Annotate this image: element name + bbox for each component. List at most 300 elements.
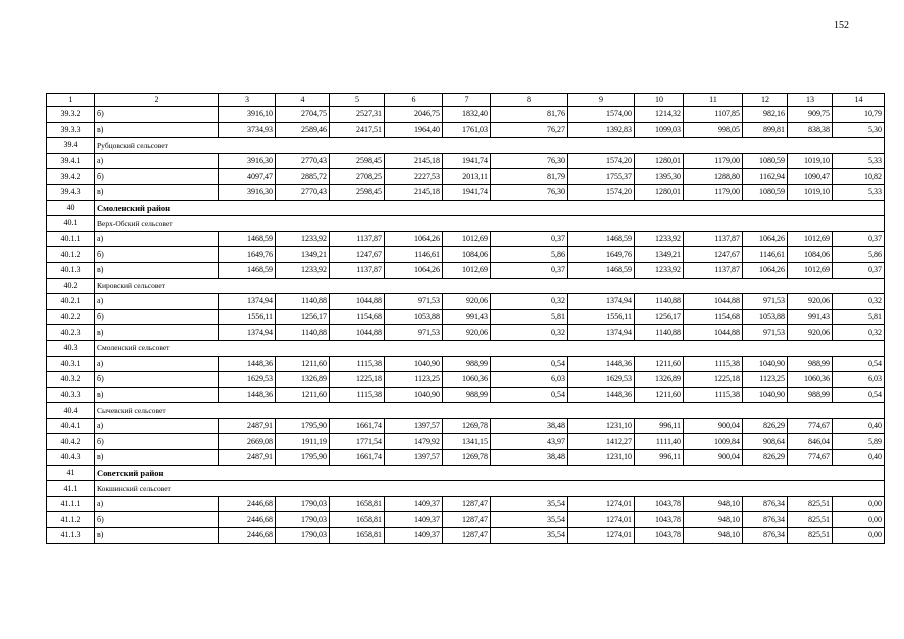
- table-cell: 1574,00: [568, 107, 635, 123]
- table-cell: 1629,53: [568, 372, 635, 388]
- table-cell: 988,99: [788, 356, 833, 372]
- table-cell: 1274,01: [568, 512, 635, 528]
- table-cell: 81,79: [491, 169, 568, 185]
- table-cell: 1211,60: [635, 387, 684, 403]
- table-cell: 0,54: [491, 387, 568, 403]
- table-cell: 1280,01: [635, 184, 684, 200]
- row-code: 40.2.3: [47, 325, 95, 341]
- table-cell: 1941,74: [443, 184, 491, 200]
- table-cell: 4097,47: [219, 169, 276, 185]
- table-cell: 971,53: [743, 325, 788, 341]
- table-row: [47, 372, 885, 388]
- table-cell: 1658,81: [330, 496, 385, 512]
- table-cell: 35,54: [491, 512, 568, 528]
- table-cell: 1288,80: [684, 169, 743, 185]
- table-cell: 1790,03: [276, 528, 330, 544]
- table-cell: 900,04: [684, 450, 743, 466]
- table-cell: 38,48: [491, 418, 568, 434]
- table-cell: 1043,78: [635, 512, 684, 528]
- table-cell: 1287,47: [443, 496, 491, 512]
- table-cell: 1326,89: [276, 372, 330, 388]
- table-cell: 1755,37: [568, 169, 635, 185]
- table-cell: 1448,36: [219, 387, 276, 403]
- table-row: [47, 122, 885, 138]
- row-code: 39.4.3: [47, 184, 95, 200]
- table-cell: 920,06: [443, 294, 491, 310]
- table-cell: 0,37: [491, 262, 568, 278]
- table-cell: 988,99: [443, 387, 491, 403]
- table-cell: 876,34: [743, 512, 788, 528]
- table-cell: 6,03: [833, 372, 885, 388]
- table-cell: 920,06: [788, 294, 833, 310]
- row-code: 40: [47, 200, 95, 216]
- column-header: 11: [684, 94, 743, 107]
- table-cell: 0,00: [833, 496, 885, 512]
- section-row: [47, 200, 885, 216]
- table-cell: 1053,88: [743, 309, 788, 325]
- table-cell: 908,64: [743, 434, 788, 450]
- row-letter: б): [95, 372, 219, 388]
- row-letter: б): [95, 169, 219, 185]
- table-cell: 1658,81: [330, 528, 385, 544]
- table-cell: 2227,53: [385, 169, 443, 185]
- row-code: 41: [47, 465, 95, 481]
- row-letter: в): [95, 325, 219, 341]
- table-cell: 1084,06: [788, 247, 833, 263]
- table-cell: 1795,90: [276, 450, 330, 466]
- table-cell: 1479,92: [385, 434, 443, 450]
- table-cell: 1012,69: [788, 262, 833, 278]
- table-cell: 1448,36: [568, 387, 635, 403]
- table-cell: 1154,68: [330, 309, 385, 325]
- table-cell: 991,43: [788, 309, 833, 325]
- subsection-row: [47, 340, 885, 356]
- table-cell: 10,79: [833, 107, 885, 123]
- page-number: 152: [834, 20, 849, 31]
- row-code: 41.1.3: [47, 528, 95, 544]
- table-cell: 1661,74: [330, 418, 385, 434]
- subsection-title: Кокшинский сельсовет: [95, 481, 885, 497]
- table-cell: 1574,20: [568, 184, 635, 200]
- table-cell: 1019,10: [788, 184, 833, 200]
- table-cell: 2669,08: [219, 434, 276, 450]
- table-cell: 2487,91: [219, 450, 276, 466]
- table-cell: 2598,45: [330, 153, 385, 169]
- table-cell: 76,27: [491, 122, 568, 138]
- table-cell: 825,51: [788, 496, 833, 512]
- table-row: [47, 107, 885, 123]
- table-cell: 1064,26: [385, 262, 443, 278]
- table-cell: 1233,92: [276, 231, 330, 247]
- table-cell: 2885,72: [276, 169, 330, 185]
- table-cell: 998,05: [684, 122, 743, 138]
- table-row: [47, 262, 885, 278]
- row-letter: б): [95, 512, 219, 528]
- table-cell: 1448,36: [219, 356, 276, 372]
- table-row: [47, 153, 885, 169]
- table-cell: 1115,38: [684, 387, 743, 403]
- table-cell: 1080,59: [743, 153, 788, 169]
- table-cell: 1044,88: [684, 325, 743, 341]
- table-cell: 1043,78: [635, 528, 684, 544]
- row-letter: а): [95, 294, 219, 310]
- table-cell: 5,81: [833, 309, 885, 325]
- table-cell: 2046,75: [385, 107, 443, 123]
- table-cell: 5,86: [833, 247, 885, 263]
- table-row: [47, 184, 885, 200]
- table-cell: 1084,06: [443, 247, 491, 263]
- table-cell: 1287,47: [443, 528, 491, 544]
- table-cell: 1468,59: [219, 231, 276, 247]
- table-cell: 988,99: [443, 356, 491, 372]
- table-cell: 1661,74: [330, 450, 385, 466]
- table-cell: 5,86: [491, 247, 568, 263]
- table-cell: 43,97: [491, 434, 568, 450]
- table-cell: 0,32: [491, 294, 568, 310]
- table-cell: 1274,01: [568, 528, 635, 544]
- table-cell: 1162,94: [743, 169, 788, 185]
- table-cell: 1225,18: [330, 372, 385, 388]
- table-cell: 5,30: [833, 122, 885, 138]
- row-code: 41.1: [47, 481, 95, 497]
- table-cell: 1012,69: [443, 262, 491, 278]
- table-cell: 846,04: [788, 434, 833, 450]
- table-cell: 971,53: [743, 294, 788, 310]
- table-cell: 76,30: [491, 184, 568, 200]
- table-cell: 988,99: [788, 387, 833, 403]
- table-cell: 10,82: [833, 169, 885, 185]
- table-cell: 1179,00: [684, 153, 743, 169]
- table-cell: 1064,26: [743, 262, 788, 278]
- table-row: [47, 496, 885, 512]
- table-cell: 826,29: [743, 450, 788, 466]
- table-cell: 1064,26: [743, 231, 788, 247]
- table-cell: 825,51: [788, 528, 833, 544]
- table-cell: 1233,92: [635, 262, 684, 278]
- section-row: [47, 465, 885, 481]
- table-cell: 0,54: [491, 356, 568, 372]
- table-cell: 1795,90: [276, 418, 330, 434]
- row-code: 40.3: [47, 340, 95, 356]
- table-cell: 1115,38: [330, 387, 385, 403]
- table-cell: 1137,87: [330, 262, 385, 278]
- table-cell: 1556,11: [219, 309, 276, 325]
- table-cell: 1044,88: [330, 325, 385, 341]
- table-cell: 1019,10: [788, 153, 833, 169]
- table-cell: 1374,94: [568, 325, 635, 341]
- table-cell: 1053,88: [385, 309, 443, 325]
- row-code: 40.1.1: [47, 231, 95, 247]
- row-code: 40.4.3: [47, 450, 95, 466]
- table-cell: 1225,18: [684, 372, 743, 388]
- table-row: [47, 512, 885, 528]
- table-cell: 5,33: [833, 153, 885, 169]
- table-row: [47, 387, 885, 403]
- table-cell: 1140,88: [635, 325, 684, 341]
- table-cell: 1269,78: [443, 450, 491, 466]
- table-cell: 2770,43: [276, 184, 330, 200]
- table-cell: 3734,93: [219, 122, 276, 138]
- table-cell: 0,54: [833, 387, 885, 403]
- section-title: Советский район: [95, 465, 885, 481]
- table-cell: 1137,87: [684, 262, 743, 278]
- table-cell: 1111,40: [635, 434, 684, 450]
- table-cell: 1341,15: [443, 434, 491, 450]
- table-cell: 1649,76: [568, 247, 635, 263]
- table-cell: 1761,03: [443, 122, 491, 138]
- table-cell: 991,43: [443, 309, 491, 325]
- table-cell: 0,32: [833, 294, 885, 310]
- table-cell: 1247,67: [684, 247, 743, 263]
- table-cell: 3916,10: [219, 107, 276, 123]
- row-letter: в): [95, 122, 219, 138]
- table-cell: 1790,03: [276, 496, 330, 512]
- table-cell: 1009,84: [684, 434, 743, 450]
- table-cell: 1629,53: [219, 372, 276, 388]
- row-code: 41.1.1: [47, 496, 95, 512]
- row-code: 39.4.2: [47, 169, 95, 185]
- table-cell: 1137,87: [330, 231, 385, 247]
- table-cell: 1012,69: [788, 231, 833, 247]
- column-header: 5: [330, 94, 385, 107]
- table-cell: 1012,69: [443, 231, 491, 247]
- table-cell: 1233,92: [635, 231, 684, 247]
- table-cell: 35,54: [491, 528, 568, 544]
- table-cell: 838,38: [788, 122, 833, 138]
- row-letter: а): [95, 356, 219, 372]
- row-letter: в): [95, 528, 219, 544]
- row-letter: в): [95, 387, 219, 403]
- table-row: [47, 356, 885, 372]
- column-header: 8: [491, 94, 568, 107]
- table-cell: 1154,68: [684, 309, 743, 325]
- table-cell: 948,10: [684, 528, 743, 544]
- table-cell: 1349,21: [635, 247, 684, 263]
- table-cell: 6,03: [491, 372, 568, 388]
- table-cell: 1040,90: [743, 356, 788, 372]
- table-cell: 3916,30: [219, 153, 276, 169]
- table-cell: 1771,54: [330, 434, 385, 450]
- table-row: [47, 294, 885, 310]
- table-cell: 1409,37: [385, 496, 443, 512]
- row-code: 39.3.3: [47, 122, 95, 138]
- table-cell: 81,76: [491, 107, 568, 123]
- table-cell: 1107,85: [684, 107, 743, 123]
- table-cell: 774,67: [788, 418, 833, 434]
- table-cell: 1044,88: [330, 294, 385, 310]
- column-header: 13: [788, 94, 833, 107]
- table-header-row: [47, 94, 885, 107]
- table-cell: 1256,17: [635, 309, 684, 325]
- table-cell: 1409,37: [385, 528, 443, 544]
- table-cell: 1060,36: [443, 372, 491, 388]
- table-cell: 2446,68: [219, 496, 276, 512]
- table-cell: 909,75: [788, 107, 833, 123]
- table-cell: 1941,74: [443, 153, 491, 169]
- row-code: 40.3.2: [47, 372, 95, 388]
- table-cell: 899,81: [743, 122, 788, 138]
- table-cell: 1064,26: [385, 231, 443, 247]
- column-header: 7: [443, 94, 491, 107]
- table-cell: 1146,61: [743, 247, 788, 263]
- column-header: 12: [743, 94, 788, 107]
- table-cell: 1231,10: [568, 418, 635, 434]
- row-letter: а): [95, 153, 219, 169]
- table-cell: 1115,38: [330, 356, 385, 372]
- table-cell: 1964,40: [385, 122, 443, 138]
- table-cell: 1123,25: [385, 372, 443, 388]
- row-code: 40.3.1: [47, 356, 95, 372]
- table-cell: 982,16: [743, 107, 788, 123]
- subsection-row: [47, 138, 885, 154]
- table-cell: 1397,57: [385, 418, 443, 434]
- table-cell: 0,32: [491, 325, 568, 341]
- table-cell: 2145,18: [385, 153, 443, 169]
- table-cell: 920,06: [443, 325, 491, 341]
- table-cell: 1040,90: [385, 356, 443, 372]
- table-cell: 2770,43: [276, 153, 330, 169]
- subsection-row: [47, 216, 885, 232]
- row-code: 39.4: [47, 138, 95, 154]
- row-code: 40.4: [47, 403, 95, 419]
- column-header: 10: [635, 94, 684, 107]
- column-header: 14: [833, 94, 885, 107]
- table-cell: 1211,60: [635, 356, 684, 372]
- subsection-title: Смоленский сельсовет: [95, 340, 885, 356]
- table-cell: 948,10: [684, 496, 743, 512]
- row-code: 40.1: [47, 216, 95, 232]
- table-row: [47, 418, 885, 434]
- table-cell: 0,00: [833, 512, 885, 528]
- table-cell: 2145,18: [385, 184, 443, 200]
- row-letter: а): [95, 231, 219, 247]
- table-cell: 0,40: [833, 418, 885, 434]
- table-cell: 1044,88: [684, 294, 743, 310]
- table-cell: 1146,61: [385, 247, 443, 263]
- table-cell: 826,29: [743, 418, 788, 434]
- subsection-title: Верх-Обский сельсовет: [95, 216, 885, 232]
- table-cell: 5,33: [833, 184, 885, 200]
- row-code: 39.4.1: [47, 153, 95, 169]
- table-cell: 1649,76: [219, 247, 276, 263]
- table-cell: 3916,30: [219, 184, 276, 200]
- row-letter: в): [95, 184, 219, 200]
- table-cell: 1211,60: [276, 356, 330, 372]
- table-cell: 1137,87: [684, 231, 743, 247]
- table-cell: 1448,36: [568, 356, 635, 372]
- data-table: [46, 93, 885, 544]
- row-code: 40.1.3: [47, 262, 95, 278]
- subsection-title: Кировский сельсовет: [95, 278, 885, 294]
- table-cell: 1395,30: [635, 169, 684, 185]
- subsection-row: [47, 481, 885, 497]
- table-cell: 1397,57: [385, 450, 443, 466]
- table-cell: 1140,88: [276, 294, 330, 310]
- table-cell: 1468,59: [568, 231, 635, 247]
- table-cell: 2708,25: [330, 169, 385, 185]
- table-cell: 2704,75: [276, 107, 330, 123]
- table-row: [47, 309, 885, 325]
- table-row: [47, 325, 885, 341]
- table-cell: 0,32: [833, 325, 885, 341]
- table-cell: 1556,11: [568, 309, 635, 325]
- section-title: Смоленский район: [95, 200, 885, 216]
- table-cell: 1099,03: [635, 122, 684, 138]
- table-cell: 1060,36: [788, 372, 833, 388]
- row-code: 40.4.1: [47, 418, 95, 434]
- row-letter: б): [95, 309, 219, 325]
- table-cell: 1080,59: [743, 184, 788, 200]
- table-cell: 1409,37: [385, 512, 443, 528]
- column-header: 1: [47, 94, 95, 107]
- table-cell: 1115,38: [684, 356, 743, 372]
- table-cell: 1179,00: [684, 184, 743, 200]
- table-cell: 774,67: [788, 450, 833, 466]
- table-row: [47, 231, 885, 247]
- table-cell: 5,81: [491, 309, 568, 325]
- table-cell: 971,53: [385, 325, 443, 341]
- table-cell: 1140,88: [276, 325, 330, 341]
- table-row: [47, 247, 885, 263]
- row-letter: а): [95, 496, 219, 512]
- table-cell: 2598,45: [330, 184, 385, 200]
- table-cell: 920,06: [788, 325, 833, 341]
- table-cell: 1040,90: [385, 387, 443, 403]
- row-letter: б): [95, 107, 219, 123]
- table-cell: 1233,92: [276, 262, 330, 278]
- subsection-row: [47, 403, 885, 419]
- table-cell: 0,37: [491, 231, 568, 247]
- table-cell: 1468,59: [219, 262, 276, 278]
- row-code: 40.2.1: [47, 294, 95, 310]
- table-cell: 1211,60: [276, 387, 330, 403]
- row-code: 40.3.3: [47, 387, 95, 403]
- table-cell: 1349,21: [276, 247, 330, 263]
- table-cell: 2446,68: [219, 512, 276, 528]
- table-cell: 1392,83: [568, 122, 635, 138]
- table-row: [47, 450, 885, 466]
- table-cell: 2589,46: [276, 122, 330, 138]
- table-cell: 1911,19: [276, 434, 330, 450]
- table-cell: 1326,89: [635, 372, 684, 388]
- table-cell: 900,04: [684, 418, 743, 434]
- table-cell: 1040,90: [743, 387, 788, 403]
- table-cell: 1658,81: [330, 512, 385, 528]
- table-cell: 76,30: [491, 153, 568, 169]
- table-cell: 996,11: [635, 418, 684, 434]
- table-cell: 38,48: [491, 450, 568, 466]
- row-code: 39.3.2: [47, 107, 95, 123]
- table-cell: 825,51: [788, 512, 833, 528]
- table-cell: 1247,67: [330, 247, 385, 263]
- row-letter: б): [95, 247, 219, 263]
- table-cell: 1412,27: [568, 434, 635, 450]
- table-cell: 1790,03: [276, 512, 330, 528]
- table-cell: 1287,47: [443, 512, 491, 528]
- table-cell: 0,54: [833, 356, 885, 372]
- column-header: 4: [276, 94, 330, 107]
- table-cell: 2417,51: [330, 122, 385, 138]
- table-cell: 948,10: [684, 512, 743, 528]
- subsection-title: Рубцовский сельсовет: [95, 138, 885, 154]
- table-cell: 0,37: [833, 231, 885, 247]
- row-letter: б): [95, 434, 219, 450]
- table-cell: 1269,78: [443, 418, 491, 434]
- row-code: 40.2.2: [47, 309, 95, 325]
- table-cell: 996,11: [635, 450, 684, 466]
- table-row: [47, 528, 885, 544]
- column-header: 3: [219, 94, 276, 107]
